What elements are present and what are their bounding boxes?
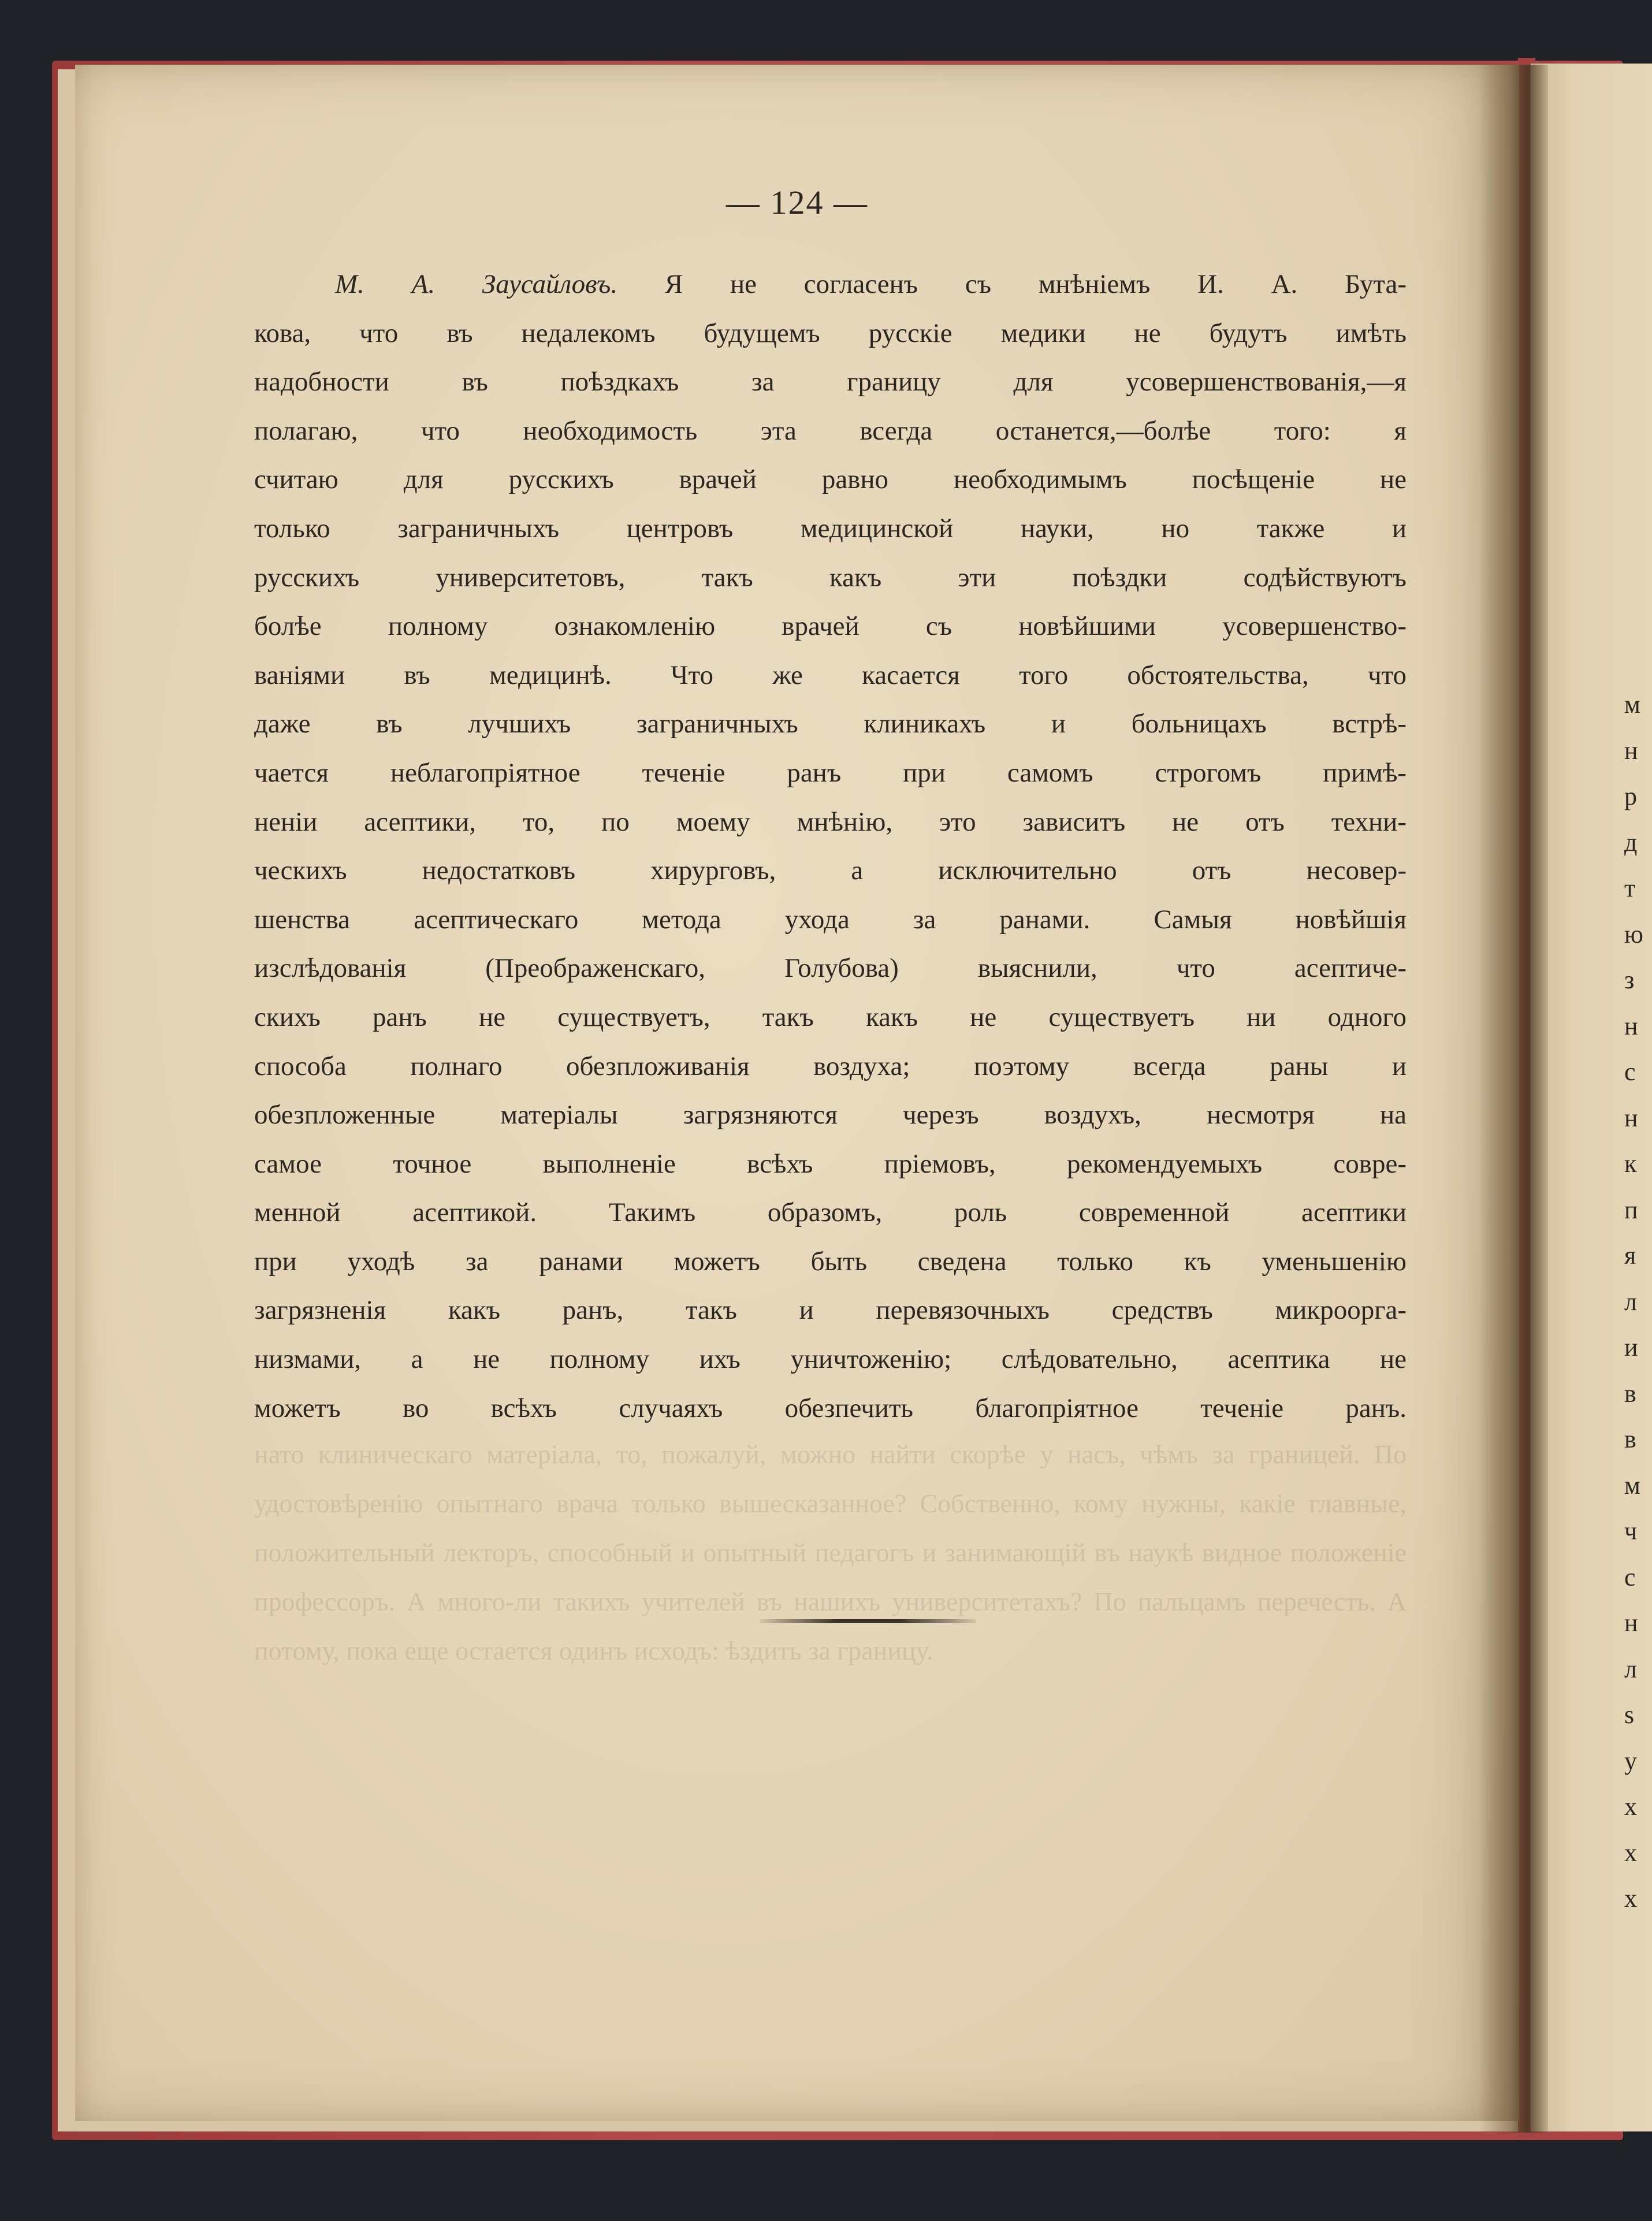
text-line: обезпложенные матеріалы загрязняются черезъ воздухъ, несмотря на bbox=[254, 1100, 1407, 1130]
facing-page-letter: х bbox=[1624, 1884, 1637, 1913]
main-paragraph bbox=[254, 260, 1407, 1433]
text-line: считаю для русскихъ врачей равно необходимымъ посѣщеніе не bbox=[254, 464, 1407, 495]
text-line: низмами, а не полному ихъ уничтоженію; слѣдовательно, асептика не bbox=[254, 1344, 1407, 1375]
facing-page-letter: м bbox=[1624, 690, 1640, 719]
text-line: менной асептикой. Такимъ образомъ, роль современной асептики bbox=[254, 1197, 1407, 1228]
text-line: только заграничныхъ центровъ медицинской науки, но также и bbox=[254, 513, 1407, 544]
show-through-text: нато клиническаго матеріала, то, пожалуй, можно найти скорѣе у насъ, чѣмъ за границей. По удостовѣренію опытнаго врача только вышесказанное? Собственно, кому нужны, какіе главные, положительный лекторъ, способный и опытный педагогъ и занимающій въ наукѣ видное положеніе профессоръ. А много-ли такихъ учителей въ нашихъ университетахъ? По пальцамъ перечесть. А потому, пока еще остается одинъ исходъ: ѣздить за границу. bbox=[254, 1439, 1407, 1665]
text-line: кова, что въ недалекомъ будущемъ русскіе медики не будутъ имѣть bbox=[254, 318, 1407, 348]
facing-page-letter: ч bbox=[1624, 1517, 1638, 1545]
facing-page-letter: х bbox=[1624, 1838, 1637, 1867]
facing-page-letter: х bbox=[1624, 1792, 1637, 1821]
facing-page-letter: т bbox=[1624, 874, 1636, 902]
text-line: самое точное выполненіе всѣхъ пріемовъ, рекомендуемыхъ совре- bbox=[254, 1148, 1407, 1179]
facing-page-letter: л bbox=[1624, 1287, 1637, 1316]
text-line: русскихъ университетовъ, такъ какъ эти поѣздки содѣйствуютъ bbox=[254, 562, 1407, 593]
text-line: ваніями въ медицинѣ. Что же касается того обстоятельства, что bbox=[254, 660, 1407, 690]
facing-page-letter: р bbox=[1624, 782, 1637, 810]
text-line: шенства асептическаго метода ухода за ранами. Самыя новѣйшія bbox=[254, 904, 1407, 935]
facing-page-letter: в bbox=[1624, 1425, 1636, 1453]
text-line: даже въ лучшихъ заграничныхъ клиникахъ и больницахъ встрѣ- bbox=[254, 709, 1407, 739]
text-line: скихъ ранъ не существуетъ, такъ какъ не существуетъ ни одного bbox=[254, 1002, 1407, 1032]
facing-page-letter: ю bbox=[1624, 920, 1643, 948]
facing-page-letter: н bbox=[1624, 1011, 1638, 1040]
left-page bbox=[75, 65, 1519, 2121]
page-number: — 124 — bbox=[726, 184, 868, 221]
text-line: неніи асептики, то, по моему мнѣнію, это зависитъ не отъ техни- bbox=[254, 806, 1407, 837]
facing-page-letter: у bbox=[1624, 1746, 1637, 1775]
facing-page-letter: с bbox=[1624, 1058, 1636, 1086]
facing-page-text-fragment bbox=[1624, 682, 1652, 1922]
facing-page-letter: с bbox=[1624, 1562, 1636, 1591]
text-line: можетъ во всѣхъ случаяхъ обезпечить благопріятное теченіе ранъ. bbox=[254, 1393, 1407, 1423]
text-line: надобности въ поѣздкахъ за границу для усовершенствованія,—я bbox=[254, 367, 1407, 397]
facing-page-letter: к bbox=[1624, 1149, 1637, 1178]
book-gutter-shadow bbox=[1479, 65, 1548, 2133]
text-line: загрязненія какъ ранъ, такъ и перевязочныхъ средствъ микроорга- bbox=[254, 1295, 1407, 1326]
text-line: изслѣдованія (Преображенскаго, Голубова) выяснили, что асептиче- bbox=[254, 953, 1407, 984]
facing-page-letter: л bbox=[1624, 1654, 1637, 1683]
facing-page-letter: п bbox=[1624, 1195, 1638, 1224]
facing-page-letter: s bbox=[1624, 1701, 1635, 1729]
section-divider-rule bbox=[760, 1619, 976, 1623]
text-line: при уходѣ за ранами можетъ быть сведена только къ уменьшенію bbox=[254, 1246, 1407, 1277]
facing-page-letter: н bbox=[1624, 736, 1638, 765]
facing-page-letter: я bbox=[1624, 1241, 1636, 1270]
facing-page-letter: и bbox=[1624, 1333, 1638, 1361]
text-line: полагаю, что необходимость эта всегда останется,—болѣе того: я bbox=[254, 415, 1407, 446]
text-line: чается неблагопріятное теченіе ранъ при самомъ строгомъ примѣ- bbox=[254, 757, 1407, 788]
facing-page-letter: н bbox=[1624, 1103, 1638, 1132]
facing-page-letter: н bbox=[1624, 1609, 1638, 1637]
speaker-name: М. А. Заусайловъ. bbox=[335, 269, 618, 299]
text-line: способа полнаго обезпложиванія воздуха; поэтому всегда раны и bbox=[254, 1051, 1407, 1081]
text-line: М. А. Заусайловъ. Я не согласенъ съ мнѣніемъ И. А. Бута- bbox=[335, 269, 1407, 299]
text-line: болѣе полному ознакомленію врачей съ новѣйшими усовершенство- bbox=[254, 611, 1407, 642]
text-line: ческихъ недостатковъ хирурговъ, а исключительно отъ несовер- bbox=[254, 855, 1407, 886]
facing-page-letter: м bbox=[1624, 1471, 1640, 1500]
facing-page bbox=[1531, 64, 1652, 2131]
facing-page-letter: д bbox=[1624, 828, 1638, 857]
facing-page-letter: з bbox=[1624, 966, 1635, 994]
facing-page-letter: в bbox=[1624, 1379, 1636, 1408]
